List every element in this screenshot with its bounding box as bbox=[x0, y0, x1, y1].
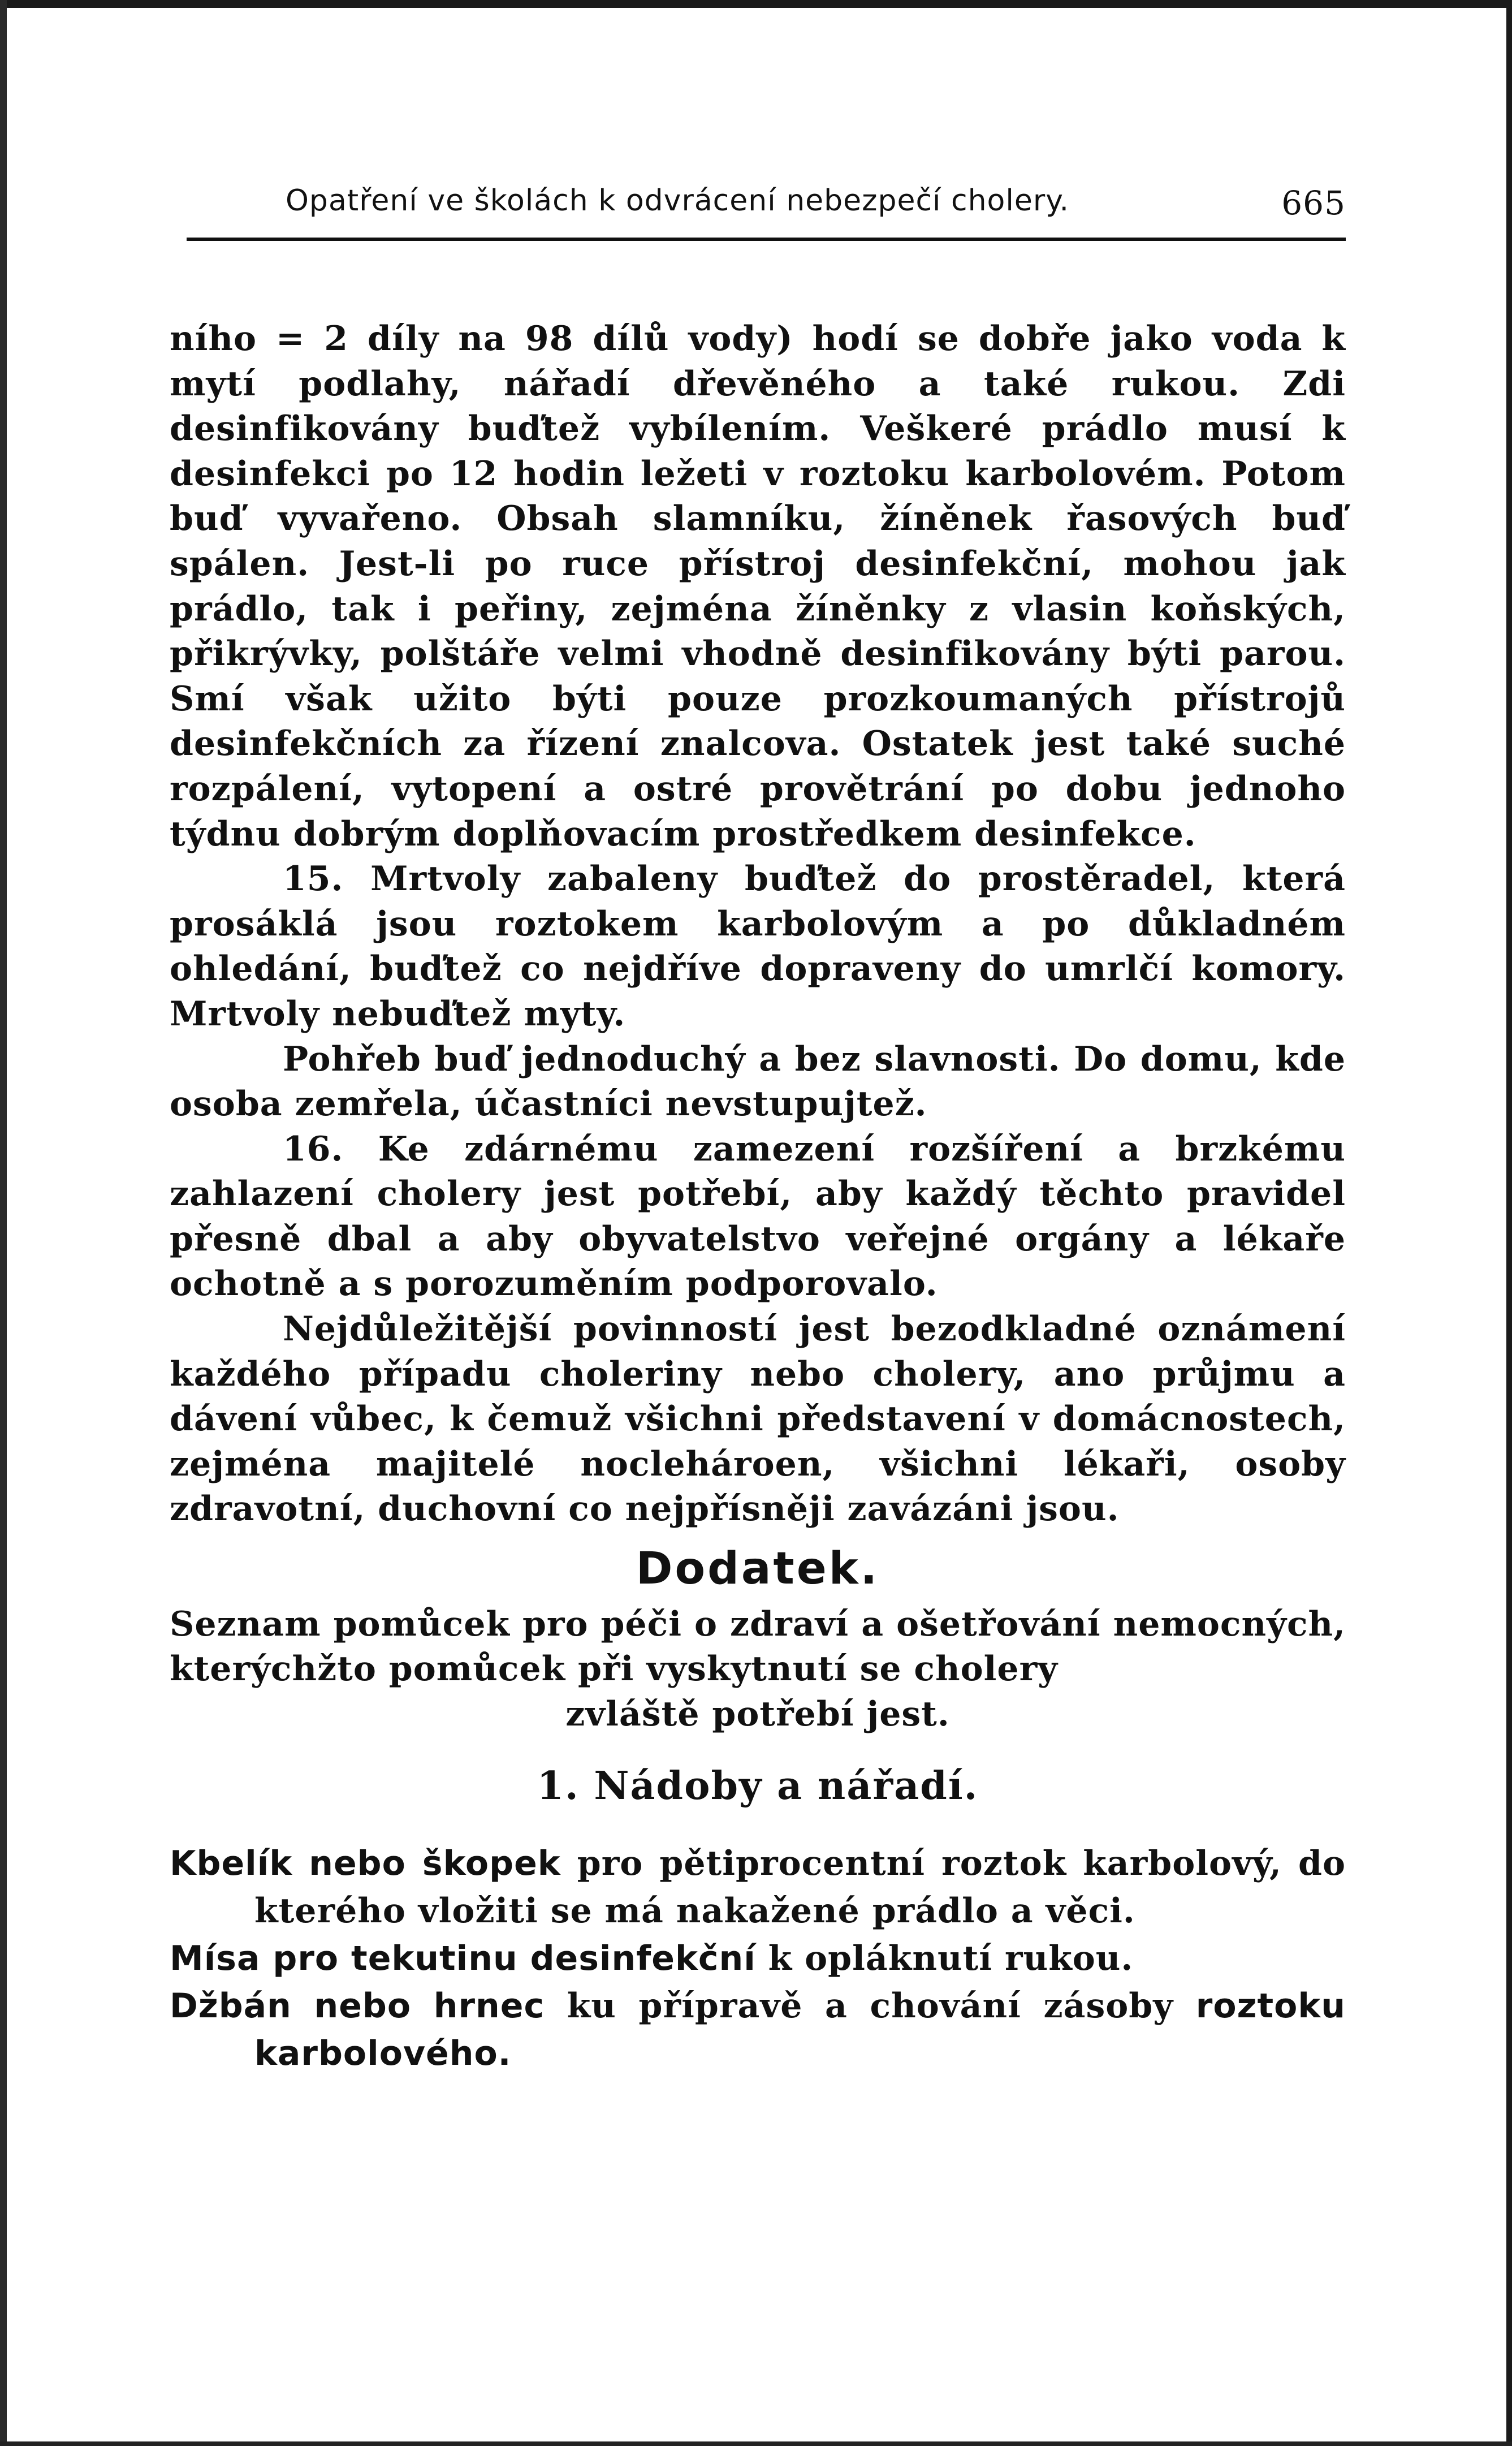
item-text: ku přípravě a chování zásoby bbox=[545, 1986, 1196, 2026]
item-term: Džbán nebo hrnec bbox=[170, 1986, 545, 2026]
page-number: 665 bbox=[1281, 184, 1346, 222]
item-text: k opláknutí rukou. bbox=[755, 1939, 1134, 1978]
item-term: Mísa pro tekutinu desinfekční bbox=[170, 1939, 756, 1978]
list-item bbox=[170, 1982, 1346, 2077]
item-term: Kbelík nebo škopek bbox=[170, 1844, 561, 1883]
item-term-2: roztoku karbolového. bbox=[254, 1986, 1346, 2073]
paragraph-burial: Pohřeb buď jednoduchý a bez slavnosti. Do domu, kde osoba zemřela, účastníci nevstupujtež. bbox=[170, 1039, 1346, 1124]
item-text: pro pětiprocentní roztok karbolový, do kterého vložiti se má nakažené prádlo a věci. bbox=[254, 1844, 1346, 1931]
scan-edge-top bbox=[0, 0, 1512, 8]
scan-edge-bottom bbox=[0, 2441, 1512, 2446]
header-rule bbox=[187, 238, 1346, 241]
page-body bbox=[170, 317, 1346, 2077]
appendix-intro-line2: zvláště potřebí jest. bbox=[565, 1694, 950, 1734]
paragraph-duty: Nejdůležitější povinností jest bezodkladné oznámení každého případu choleriny nebo cholery, ano průjmu a dávení vůbec, k čemuž všichni představení v domácnostech, zejména majitelé noclehároen, všichni lékaři, osoby zdravotní, duchovní co nejpřísněji zavázáni jsou. bbox=[170, 1309, 1346, 1529]
appendix-intro-line1: Seznam pomůcek pro péči o zdraví a ošetřování nemocných, kterýchžto pomůcek při vyskytnutí se cholery bbox=[170, 1604, 1346, 1689]
paragraph-16: 16. Ke zdárnému zamezení rozšíření a brzkému zahlazení cholery jest potřebí, aby každý těchto pravidel přesně dbal a aby obyvatelstvo veřejné orgány a lékaře ochotně a s porozuměním podporovalo. bbox=[170, 1129, 1346, 1304]
running-head bbox=[170, 181, 1346, 226]
appendix-intro bbox=[170, 1602, 1346, 1737]
paragraph-15: 15. Mrtvoly zabaleny buďtež do prostěradel, která prosáklá jsou roztokem karbolovým a po důkladném ohledání, buďtež co nejdříve dopraveny do umrlčí komory. Mrtvoly nebuďtež myty. bbox=[170, 859, 1346, 1034]
list-item bbox=[170, 1840, 1346, 1935]
section-title: 1. Nádoby a nářadí. bbox=[537, 1763, 979, 1809]
scan-edge-left bbox=[0, 0, 7, 2446]
equipment-list bbox=[170, 1840, 1346, 2077]
running-title: Opatření ve školách k odvrácení nebezpečí cholery. bbox=[286, 184, 1070, 218]
list-item bbox=[170, 1935, 1346, 1982]
scan-edge-right bbox=[1506, 0, 1512, 2446]
paragraph-continuation: ního = 2 díly na 98 dílů vody) hodí se dobře jako voda k mytí podlahy, nářadí dřevěného a také rukou. Zdi desinfikovány buďtež vybílením. Veškeré prádlo musí k desinfekci po 12 hodin ležeti v roztoku karbolovém. Potom buď vyvařeno. Obsah slamníku, žíněnek řasových buď spálen. Jest-li po ruce přístroj desinfekční, mohou jak prádlo, tak i peřiny, zejména žíněnky z vlasin koňských, přikrývky, polštáře velmi vhodně desinfikovány býti parou. Smí však užito býti pouze prozkoumaných přístrojů desinfekčních za řízení znalcova. Ostatek jest také suché rozpálení, vytopení a ostré provětrání po dobu jednoho týdnu dobrým doplňovacím prostředkem desinfekce. bbox=[170, 319, 1346, 854]
appendix-title: Dodatek. bbox=[636, 1543, 880, 1595]
